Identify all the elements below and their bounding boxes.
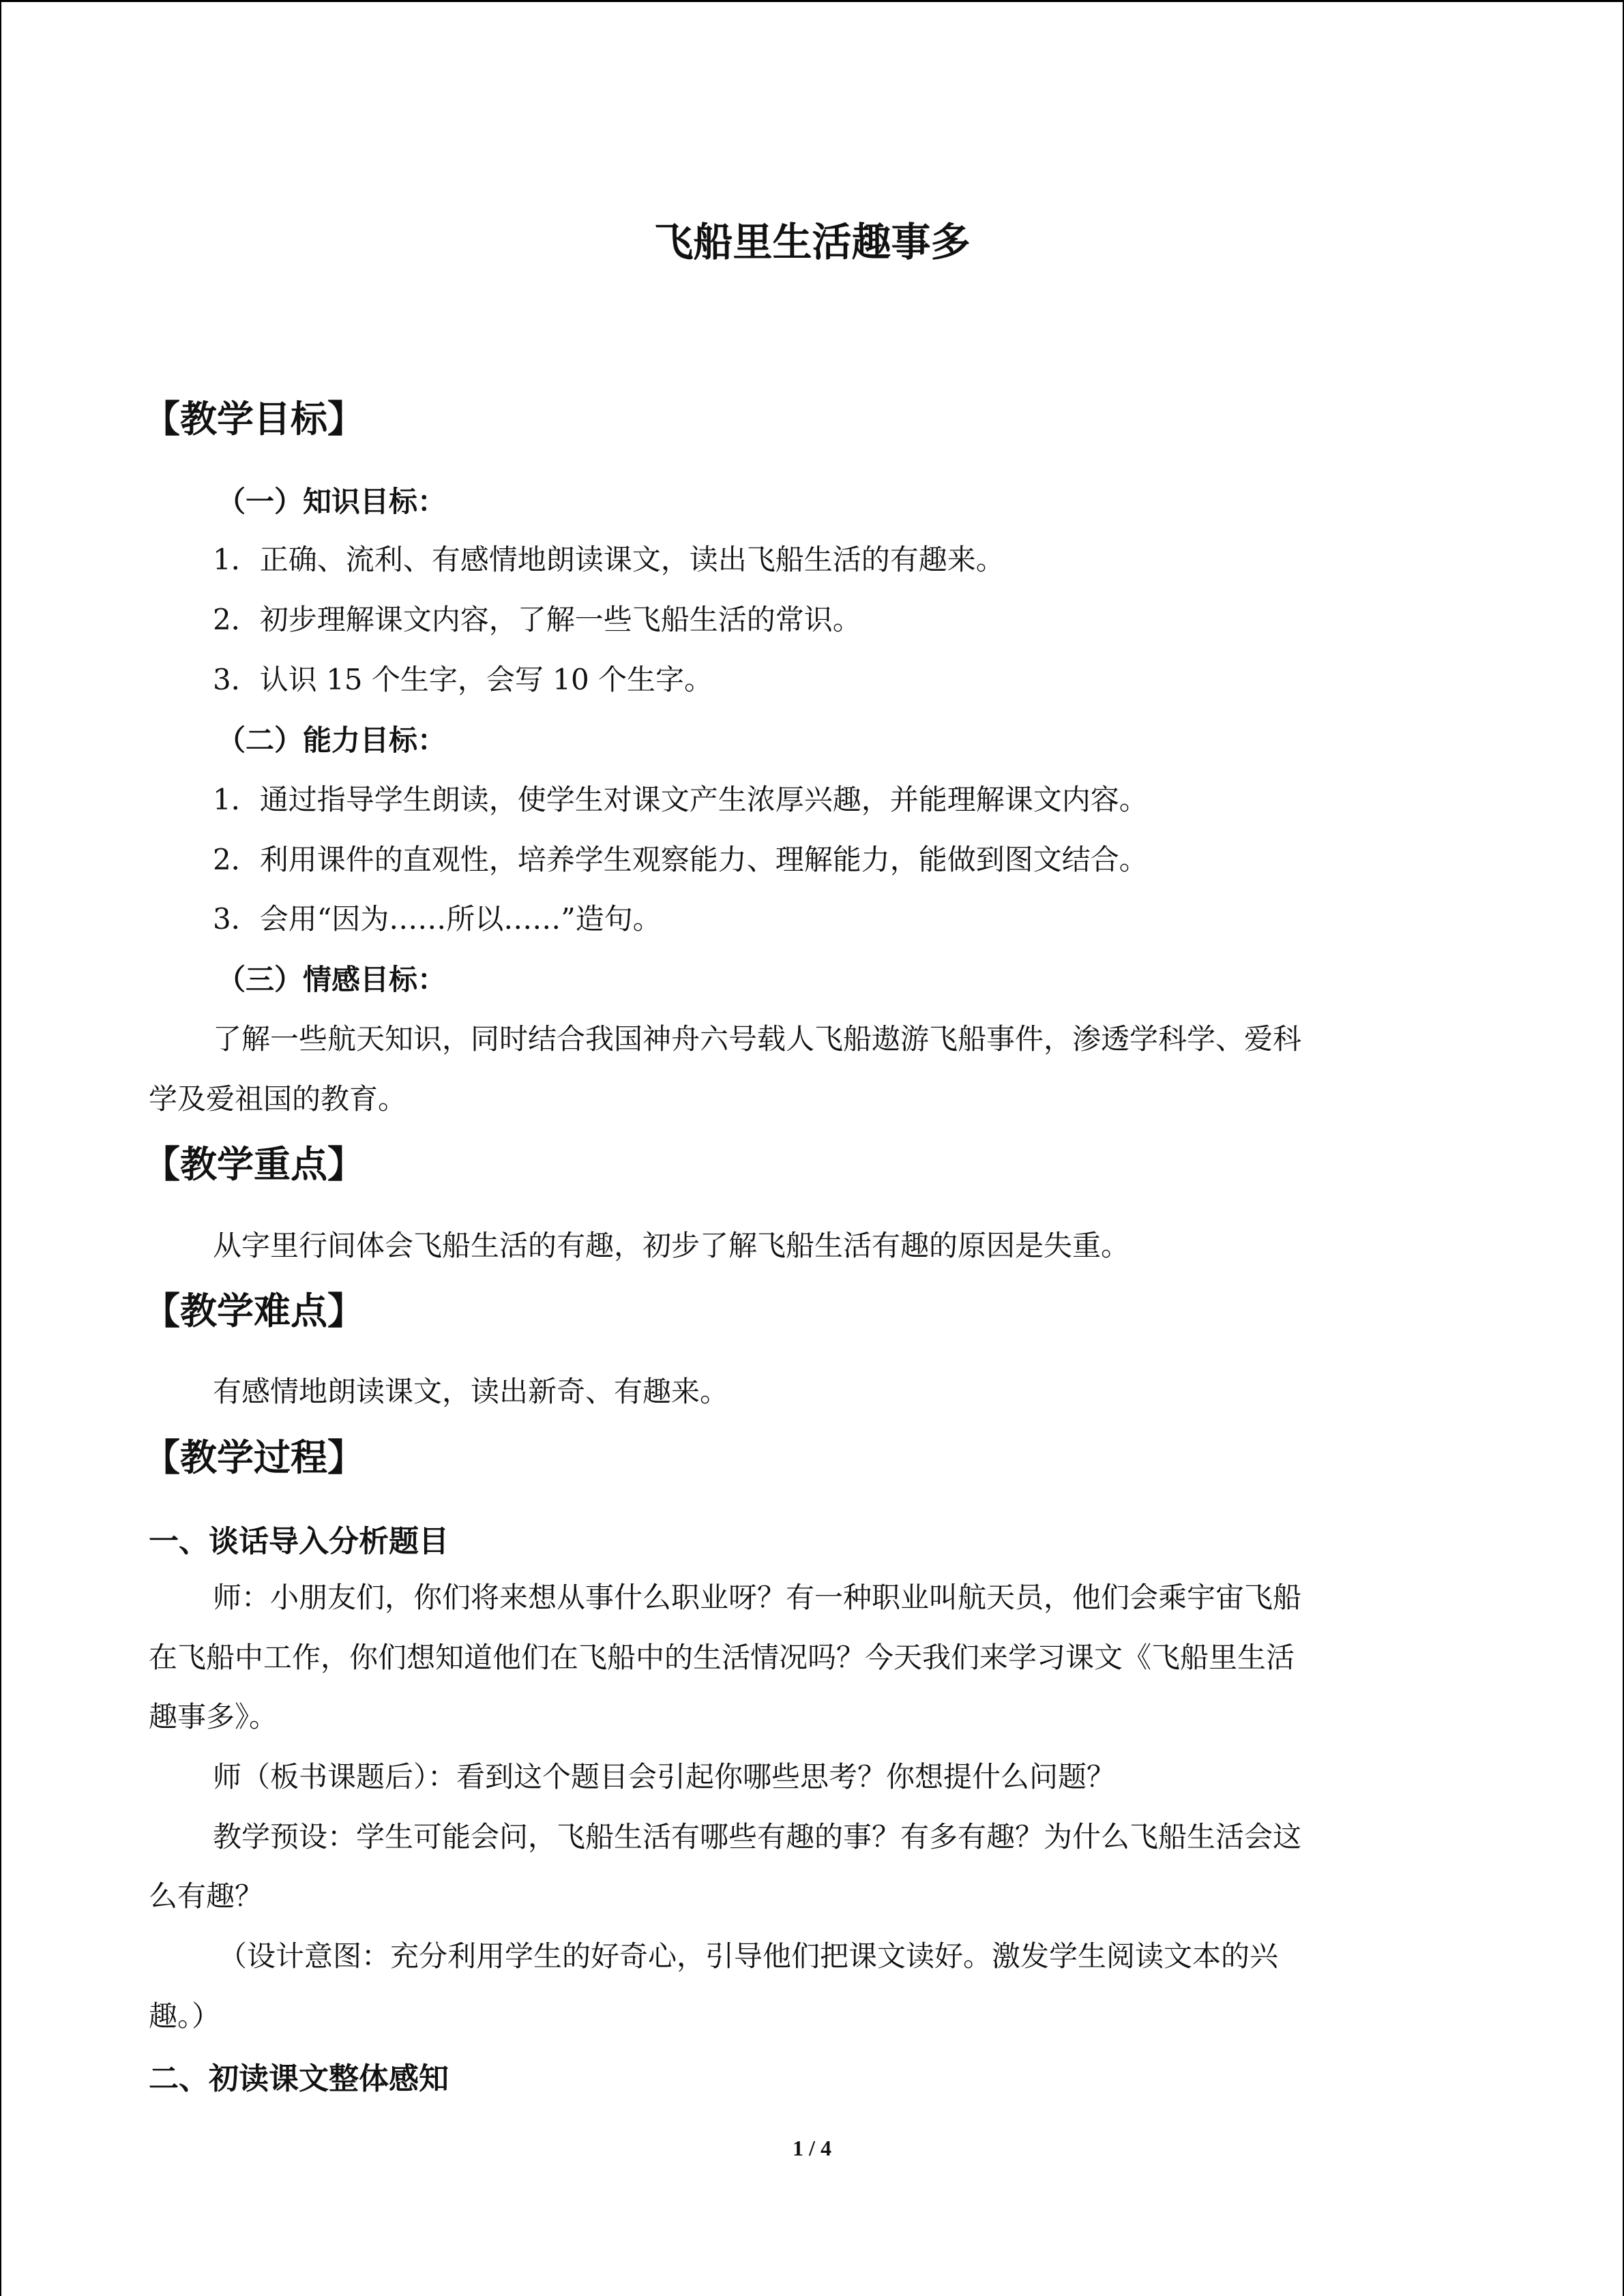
knowledge-item-2: 2．初步理解课文内容，了解一些飞船生活的常识。 [213,603,861,636]
knowledge-heading: （一）知识目标： [217,485,447,518]
emotion-text-line-2: 学及爱祖国的教育。 [149,1082,407,1116]
knowledge-item-3: 3．认识 15 个生字，会写 10 个生字。 [213,663,713,696]
process-part-1-heading: 一、谈话导入分析题目 [149,1524,449,1559]
emotion-text-line-1: 了解一些航天知识，同时结合我国神舟六号载人飞船遨游飞船事件，渗透学科学、爱科 [213,1022,1302,1056]
paragraph-4-line-2: 趣。） [149,1999,221,2033]
ability-item-2: 2．利用课件的直观性，培养学生观察能力、理解能力，能做到图文结合。 [213,843,1148,876]
section-heading-key-points: 【教学重点】 [143,1143,364,1186]
paragraph-2-line-1: 师（板书课题后）：看到这个题目会引起你哪些思考？你想提什么问题？ [213,1760,1116,1793]
ability-heading: （二）能力目标： [217,724,447,757]
section-heading-process: 【教学过程】 [143,1436,364,1479]
page-border-top [0,0,1624,2]
knowledge-item-1: 1．正确、流利、有感情地朗读课文，读出飞船生活的有趣来。 [213,543,1005,576]
section-heading-difficulties: 【教学难点】 [143,1289,364,1332]
ability-item-3: 3．会用“因为……所以……”造句。 [213,902,662,936]
paragraph-1-line-1: 师：小朋友们，你们将来想从事什么职业呀？有一种职业叫航天员，他们会乘宇宙飞船 [213,1581,1302,1614]
emotion-heading: （三）情感目标： [217,963,447,996]
page-number: 1 / 4 [793,2136,831,2160]
paragraph-1-line-2: 在飞船中工作，你们想知道他们在飞船中的生活情况吗？今天我们来学习课文《飞船里生活 [149,1641,1295,1674]
paragraph-1-line-3: 趣事多》。 [149,1700,278,1733]
paragraph-3-line-1: 教学预设：学生可能会问，飞船生活有哪些有趣的事？有多有趣？为什么飞船生活会这 [213,1820,1302,1853]
page-title: 飞船里生活趣事多 [653,219,971,265]
process-part-2-heading: 二、初读课文整体感知 [149,2061,449,2096]
section-heading-objectives: 【教学目标】 [143,398,364,441]
page-border-left [0,0,1,2296]
paragraph-3-line-2: 么有趣？ [149,1879,264,1913]
ability-item-1: 1．通过指导学生朗读，使学生对课文产生浓厚兴趣，并能理解课文内容。 [213,783,1148,816]
paragraph-4-line-1: （设计意图：充分利用学生的好奇心，引导他们把课文读好。激发学生阅读文本的兴 [218,1939,1279,1973]
key-points-text: 从字里行间体会飞船生活的有趣，初步了解飞船生活有趣的原因是失重。 [213,1229,1130,1262]
difficulties-text: 有感情地朗读课文，读出新奇、有趣来。 [213,1375,729,1408]
